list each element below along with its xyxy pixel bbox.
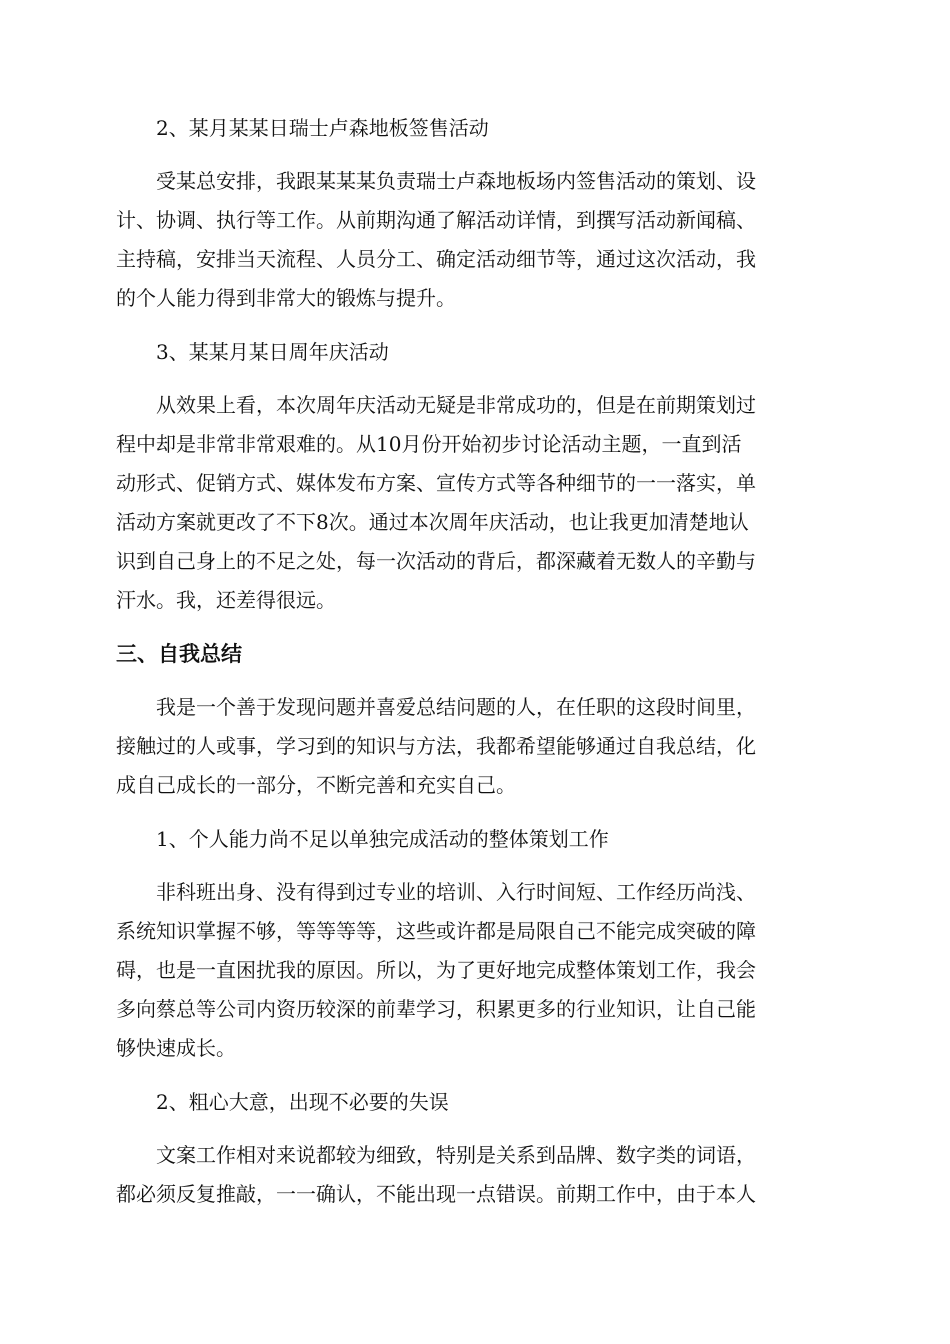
text-line: 主持稿，安排当天流程、人员分工、确定活动细节等，通过这次活动，我 <box>116 247 756 271</box>
text-line: 够快速成长。 <box>116 1036 236 1060</box>
paragraph-carelessness <box>116 1136 834 1214</box>
text-line: 从效果上看，本次周年庆活动无疑是非常成功的，但是在前期策划过 <box>156 393 756 417</box>
text-line: 汗水。我，还差得很远。 <box>116 588 336 612</box>
text-line: 非科班出身、没有得到过专业的培训、入行时间短、工作经历尚浅、 <box>156 880 756 904</box>
paragraph-ability <box>116 873 834 1068</box>
subheading-swiss-event: 2、某月某某日瑞士卢森地板签售活动 <box>156 116 489 140</box>
text-line: 活动方案就更改了不下8次。通过本次周年庆活动，也让我更加清楚地认 <box>116 510 749 534</box>
text-line: 多向蔡总等公司内资历较深的前辈学习，积累更多的行业知识，让自己能 <box>116 997 756 1021</box>
text-line: 识到自己身上的不足之处，每一次活动的背后，都深藏着无数人的辛勤与 <box>116 549 756 573</box>
text-line: 文案工作相对来说都较为细致，特别是关系到品牌、数字类的词语， <box>156 1143 756 1167</box>
text-line: 成自己成长的一部分，不断完善和充实自己。 <box>116 773 516 797</box>
document-body <box>116 108 834 1228</box>
text-line: 受某总安排，我跟某某某负责瑞士卢森地板场内签售活动的策划、设 <box>156 169 756 193</box>
text-line: 都必须反复推敲，一一确认，不能出现一点错误。前期工作中，由于本人 <box>116 1182 756 1206</box>
text-line: 碍，也是一直困扰我的原因。所以，为了更好地完成整体策划工作，我会 <box>116 958 756 982</box>
text-line: 我是一个善于发现问题并喜爱总结问题的人，在任职的这段时间里， <box>156 695 756 719</box>
text-line: 的个人能力得到非常大的锻炼与提升。 <box>116 286 456 310</box>
text-line: 接触过的人或事，学习到的知识与方法，我都希望能够通过自我总结，化 <box>116 734 756 758</box>
section-heading-self-summary: 三、自我总结 <box>116 641 242 666</box>
text-line: 程中却是非常非常艰难的。从10月份开始初步讨论活动主题，一直到活 <box>116 432 742 456</box>
paragraph-swiss-event <box>116 162 834 318</box>
paragraph-anniversary <box>116 386 834 620</box>
subheading-ability: 1、个人能力尚不足以单独完成活动的整体策划工作 <box>156 827 609 851</box>
text-line: 系统知识掌握不够，等等等等，这些或许都是局限自己不能完成突破的障 <box>116 919 756 943</box>
paragraph-self-summary <box>116 688 834 805</box>
text-line: 计、协调、执行等工作。从前期沟通了解活动详情，到撰写活动新闻稿、 <box>116 208 756 232</box>
subheading-anniversary: 3、某某月某日周年庆活动 <box>156 340 389 364</box>
subheading-carelessness: 2、粗心大意，出现不必要的失误 <box>156 1090 449 1114</box>
text-line: 动形式、促销方式、媒体发布方案、宣传方式等各种细节的一一落实，单 <box>116 471 756 495</box>
